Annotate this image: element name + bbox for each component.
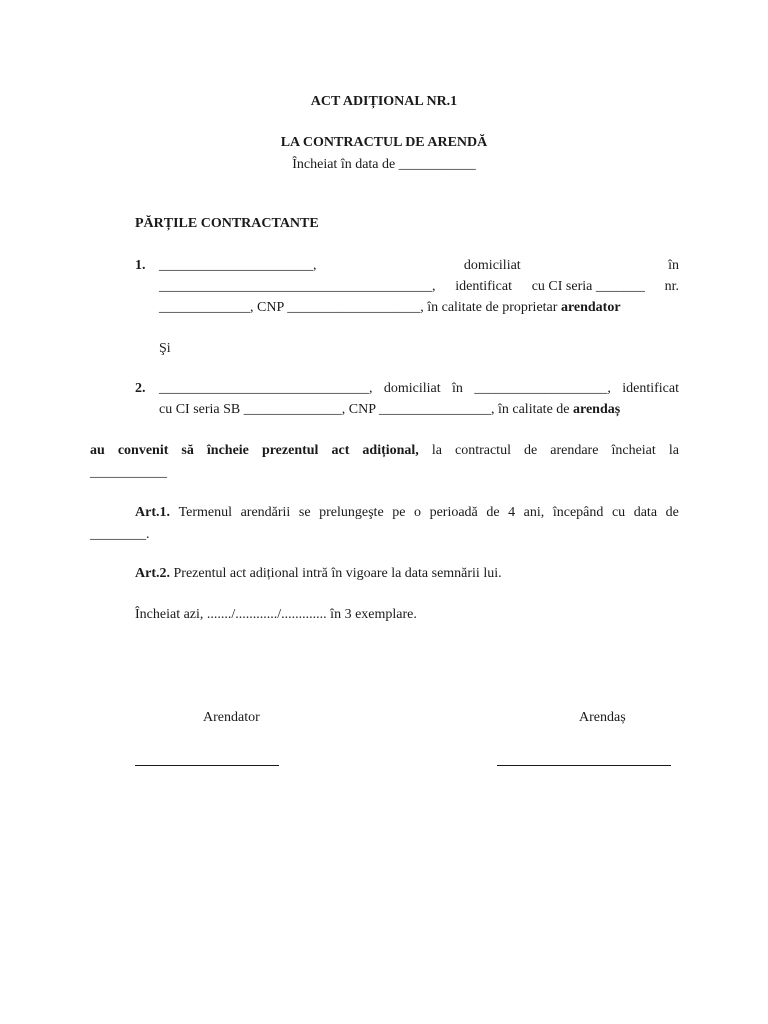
agreement-word: contractul [454, 443, 511, 458]
agreement-word: arendare [550, 443, 599, 458]
art1-word: începând [552, 505, 604, 520]
agreement-word: încheie [206, 443, 249, 458]
party1-nr-label: nr. [664, 279, 679, 294]
agreement-word: act [331, 443, 350, 458]
art1-word: cu [611, 505, 626, 520]
art1-word: Termenul [178, 505, 233, 520]
closing-line: Încheiat azi, ......./............/............. în 3 exemplare. [135, 607, 417, 622]
document-title: ACT ADIȚIONAL NR.1 [310, 94, 458, 109]
agreement-line2: ___________ [90, 465, 167, 480]
art2-text: Prezentul act adițional intră în vigoare la data semnării lui. [170, 566, 502, 581]
party2-address-blank: ___________________, [474, 381, 611, 396]
art1-word: 4 [508, 505, 516, 520]
party1-role: arendator [560, 300, 621, 315]
party1-number: 1. [135, 258, 146, 273]
art1-word: de [665, 505, 679, 520]
and-conjunction: Şi [159, 341, 171, 356]
party1-line2 [159, 279, 679, 295]
agreement-line1 [90, 443, 679, 459]
agreement-word: la [668, 443, 679, 458]
parties-heading: PĂRȚILE CONTRACTANTE [135, 216, 319, 231]
agreement-word: să [181, 443, 194, 458]
party1-line1 [159, 258, 679, 274]
art1-word: data [633, 505, 658, 520]
signature-label-arendas: Arendaș [579, 710, 626, 725]
agreement-word: la [431, 443, 442, 458]
agreement-word: au [90, 443, 105, 458]
date-line: Încheiat în data de ___________ [292, 157, 476, 172]
party1-address-blank: _______________________________________, [159, 279, 436, 294]
art1-word: de [486, 505, 500, 520]
art1-line1 [135, 505, 679, 521]
art1-word: prelungeşte [319, 505, 384, 520]
party1-in-label: în [668, 258, 679, 273]
art2-paragraph [135, 566, 502, 582]
party2-line1 [159, 381, 679, 397]
art1-word: o [414, 505, 421, 520]
art1-line2: ________. [90, 527, 150, 542]
party1-ci-series: cu CI seria _______ [531, 279, 645, 294]
party2-line2 [159, 402, 620, 418]
party1-line3 [159, 300, 621, 316]
party2-in-label: în [452, 381, 463, 396]
agreement-word: adițional, [362, 443, 419, 458]
party1-domiciled-label: domiciliat [463, 258, 521, 273]
party2-domiciled-label: domiciliat [383, 381, 441, 396]
party2-name-blank: ______________________________, [159, 381, 373, 396]
party2-identified-label: identificat [622, 381, 679, 396]
art1-word: perioadă [429, 505, 478, 520]
signature-line-arendas [497, 765, 671, 766]
party1-identified-label: identificat [455, 279, 512, 294]
art1-word: se [298, 505, 311, 520]
art1-word: ani, [523, 505, 545, 520]
agreement-word: prezentul [261, 443, 319, 458]
party2-ci-text: cu CI seria SB ______________, CNP ________________, în calitate de [159, 402, 573, 417]
agreement-word: de [524, 443, 538, 458]
document-subtitle: LA CONTRACTUL DE ARENDĂ [280, 135, 488, 150]
party2-number: 2. [135, 381, 146, 396]
agreement-word: încheiat [611, 443, 656, 458]
signature-line-arendator [135, 765, 279, 766]
art1-label: Art.1. [135, 505, 170, 520]
party2-role: arendaș [573, 402, 621, 417]
signature-label-arendator: Arendator [203, 710, 260, 725]
agreement-word: convenit [117, 443, 169, 458]
party1-cnp-text: _____________, CNP ___________________, în calitate de proprietar [159, 300, 561, 315]
art2-label: Art.2. [135, 566, 170, 581]
party1-name-blank: ______________________, [159, 258, 317, 273]
art1-word: arendării [240, 505, 291, 520]
art1-word: pe [392, 505, 406, 520]
